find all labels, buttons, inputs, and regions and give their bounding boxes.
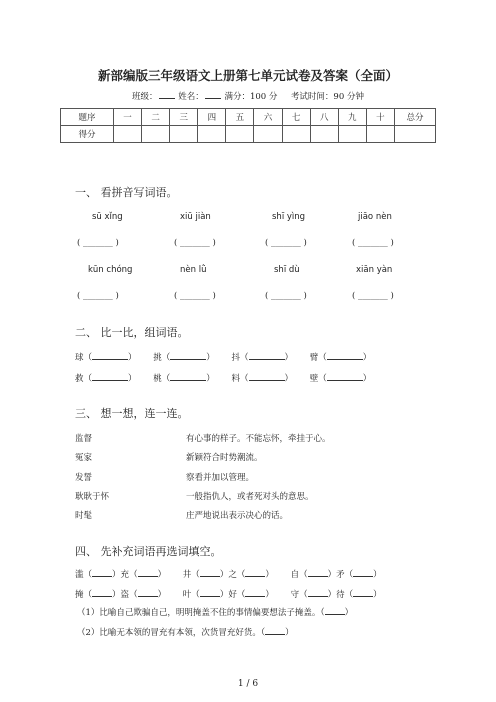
match-left-item[interactable]: 冤家 bbox=[75, 453, 93, 463]
idiom-char: 滥 bbox=[75, 570, 84, 580]
char: 救 bbox=[75, 374, 84, 384]
idiom-blank[interactable] bbox=[138, 568, 158, 577]
idiom-row: 掩（ ）盗（ ） 叶（ ）好（ ） 守（ ）待（ ） bbox=[75, 590, 382, 600]
idiom-blank[interactable] bbox=[353, 588, 373, 597]
word-blank[interactable] bbox=[92, 372, 128, 381]
idiom-blank[interactable] bbox=[245, 588, 265, 597]
match-right-item[interactable]: 有心事的样子。不能忘怀，牵挂于心。 bbox=[186, 434, 331, 444]
char: 壁 bbox=[309, 374, 319, 384]
pinyin: shī yìng bbox=[272, 212, 306, 222]
score-header-cell: 五 bbox=[226, 109, 254, 126]
score-cell[interactable] bbox=[282, 126, 310, 143]
char: 料 bbox=[231, 374, 241, 384]
match-right-item[interactable]: 察看并加以管理。 bbox=[186, 473, 255, 483]
answer-blank[interactable]: ( _______ ) bbox=[352, 238, 394, 248]
word-blank[interactable] bbox=[249, 372, 285, 381]
score-header-cell: 一 bbox=[114, 109, 142, 126]
idiom-blank[interactable] bbox=[200, 588, 220, 597]
match-left-item[interactable]: 发誓 bbox=[75, 473, 93, 483]
word-blank[interactable] bbox=[327, 372, 363, 381]
idiom-char: 井 bbox=[182, 570, 192, 580]
question-2: （2）比喻无本领的冒充有本领，次货冒充好货。（ ） bbox=[77, 628, 294, 638]
match-left-item[interactable]: 时髦 bbox=[75, 511, 93, 521]
answer-blank[interactable]: ( _______ ) bbox=[265, 238, 307, 248]
idiom-char: 之 bbox=[228, 570, 237, 580]
section4-title: 四、 先补充词语再选词填空。 bbox=[75, 545, 222, 558]
idiom-blank[interactable] bbox=[245, 568, 265, 577]
word-blank[interactable] bbox=[170, 372, 206, 381]
pinyin: nèn lǜ bbox=[180, 265, 207, 275]
score-cell[interactable] bbox=[254, 126, 282, 143]
idiom-blank[interactable] bbox=[138, 588, 158, 597]
char: 抖 bbox=[231, 353, 241, 363]
score-header-cell: 六 bbox=[254, 109, 282, 126]
idiom-char: 盗 bbox=[120, 590, 130, 600]
pinyin: xiū jiàn bbox=[180, 212, 211, 222]
char: 桃 bbox=[153, 374, 162, 384]
pinyin: xiān yàn bbox=[356, 265, 393, 275]
question-blank[interactable] bbox=[265, 626, 285, 635]
score-cell[interactable] bbox=[226, 126, 254, 143]
section1-title: 一、 看拼音写词语。 bbox=[75, 186, 178, 199]
idiom-blank[interactable] bbox=[92, 588, 112, 597]
pinyin: sū xǐng bbox=[92, 212, 123, 222]
score-cell[interactable] bbox=[142, 126, 170, 143]
score-table bbox=[60, 108, 436, 143]
compare-row: 球（ ） 挑（ ） 抖（ ） 臂（ ） bbox=[75, 353, 372, 363]
idiom-char: 矛 bbox=[336, 570, 345, 580]
score-cell[interactable] bbox=[395, 126, 436, 143]
idiom-char: 掩 bbox=[75, 590, 84, 600]
word-blank[interactable] bbox=[92, 351, 128, 360]
match-right-item[interactable]: 新颖符合时势潮流。 bbox=[186, 453, 263, 463]
idiom-blank[interactable] bbox=[353, 568, 373, 577]
answer-blank[interactable]: ( _______ ) bbox=[77, 238, 119, 248]
idiom-blank[interactable] bbox=[200, 568, 220, 577]
score-row-label: 得分 bbox=[61, 126, 114, 143]
score-header-cell: 八 bbox=[310, 109, 338, 126]
page-title: 新部编版三年级语文上册第七单元试卷及答案（全面） bbox=[97, 68, 398, 83]
name-label: 姓名： bbox=[178, 92, 204, 102]
match-left-item[interactable]: 耿耿于怀 bbox=[75, 492, 110, 502]
word-blank[interactable] bbox=[327, 351, 363, 360]
answer-blank[interactable]: ( _______ ) bbox=[174, 291, 216, 301]
word-blank[interactable] bbox=[170, 351, 206, 360]
idiom-blank[interactable] bbox=[308, 588, 328, 597]
question-1: （1）比喻自己欺骗自己，明明掩盖不住的事情偏要想法子掩盖。（ ） bbox=[77, 608, 354, 618]
score-cell[interactable] bbox=[114, 126, 142, 143]
exam-time: 考试时间：90 分钟 bbox=[290, 92, 364, 102]
match-right-item[interactable]: 庄严地说出表示决心的话。 bbox=[186, 511, 289, 521]
score-header-cell: 四 bbox=[198, 109, 226, 126]
answer-blank[interactable]: ( _______ ) bbox=[352, 291, 394, 301]
idiom-char: 待 bbox=[336, 590, 345, 600]
score-header-cell: 九 bbox=[338, 109, 366, 126]
match-right-item[interactable]: 一般指仇人，或者死对头的意思。 bbox=[186, 492, 314, 502]
name-blank bbox=[205, 90, 221, 99]
score-header-cell: 二 bbox=[142, 109, 170, 126]
word-blank[interactable] bbox=[249, 351, 285, 360]
score-cell[interactable] bbox=[366, 126, 394, 143]
pinyin: kūn chóng bbox=[88, 265, 133, 275]
idiom-char: 守 bbox=[290, 590, 300, 600]
exam-info bbox=[0, 90, 496, 102]
idiom-row: 滥（ ）充（ ） 井（ ）之（ ） 自（ ）矛（ ） bbox=[75, 570, 382, 580]
char: 臂 bbox=[309, 353, 319, 363]
char: 球 bbox=[75, 353, 84, 363]
score-cell[interactable] bbox=[310, 126, 338, 143]
pinyin: shī dù bbox=[274, 265, 300, 275]
score-header-cell: 三 bbox=[170, 109, 198, 126]
idiom-blank[interactable] bbox=[308, 568, 328, 577]
class-blank bbox=[159, 90, 175, 99]
answer-blank[interactable]: ( _______ ) bbox=[174, 238, 216, 248]
idiom-blank[interactable] bbox=[92, 568, 112, 577]
class-label: 班级： bbox=[132, 92, 158, 102]
idiom-char: 充 bbox=[120, 570, 130, 580]
idiom-char: 自 bbox=[290, 570, 300, 580]
idiom-char: 叶 bbox=[182, 590, 192, 600]
score-cell[interactable] bbox=[170, 126, 198, 143]
score-header-cell: 十 bbox=[366, 109, 394, 126]
score-cell[interactable] bbox=[338, 126, 366, 143]
answer-blank[interactable]: ( _______ ) bbox=[265, 291, 307, 301]
score-header-cell: 题序 bbox=[61, 109, 114, 126]
compare-row: 救（ ） 桃（ ） 料（ ） 壁（ ） bbox=[75, 374, 372, 384]
full-score: 满分：100 分 bbox=[224, 92, 278, 102]
char: 挑 bbox=[153, 353, 162, 363]
pinyin: jiāo nèn bbox=[358, 212, 392, 222]
match-left-item[interactable]: 监督 bbox=[75, 434, 93, 444]
score-cell[interactable] bbox=[198, 126, 226, 143]
score-row bbox=[61, 126, 436, 143]
score-header-row bbox=[61, 109, 436, 126]
section3-title: 三、 想一想，连一连。 bbox=[75, 407, 189, 420]
question-blank[interactable] bbox=[325, 606, 345, 615]
section2-title: 二、 比一比，组词语。 bbox=[75, 326, 189, 339]
score-header-cell: 总分 bbox=[395, 109, 436, 126]
score-header-cell: 七 bbox=[282, 109, 310, 126]
page-number: 1 / 6 bbox=[237, 679, 259, 689]
idiom-char: 好 bbox=[228, 590, 237, 600]
answer-blank[interactable]: ( _______ ) bbox=[77, 291, 119, 301]
